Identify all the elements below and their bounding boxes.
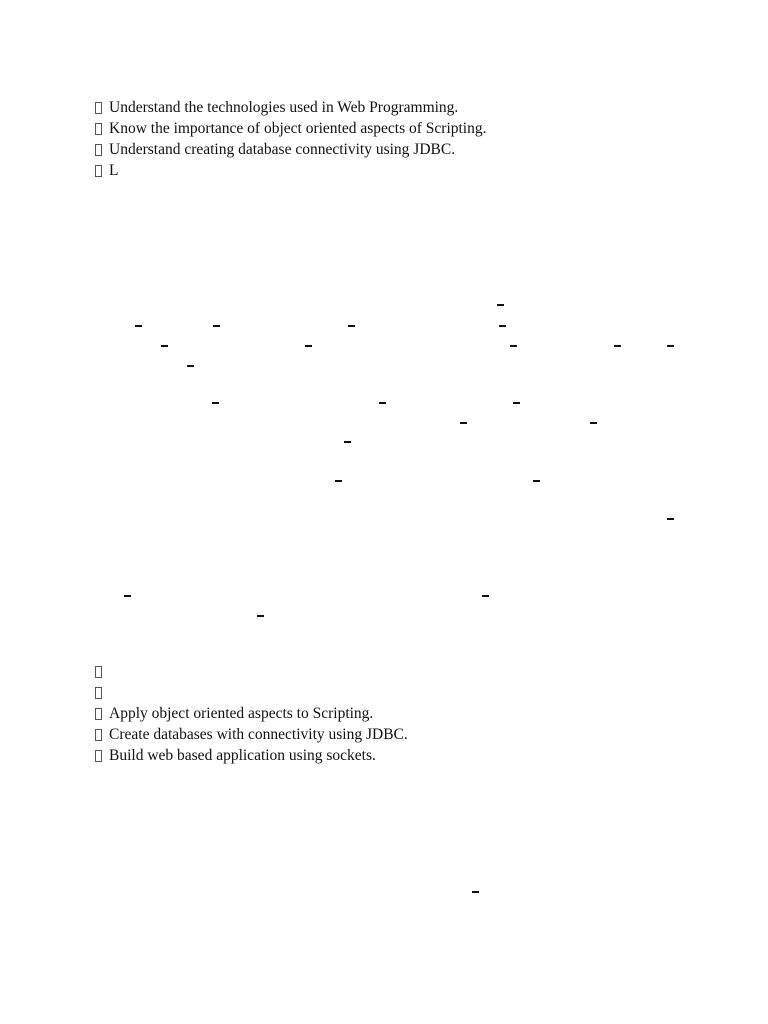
missing-glyph-icon bbox=[95, 729, 102, 741]
dash-mark bbox=[667, 345, 674, 347]
outcome-item bbox=[95, 725, 408, 745]
dash-mark bbox=[513, 402, 520, 404]
objective-text: Know the importance of object oriented aspects of Scripting. bbox=[109, 120, 487, 137]
dash-mark bbox=[335, 480, 342, 482]
dash-mark bbox=[212, 402, 219, 404]
missing-glyph-icon bbox=[95, 165, 102, 177]
objective-item bbox=[95, 140, 455, 160]
missing-glyph-icon bbox=[95, 708, 102, 720]
outcome-item bbox=[95, 662, 109, 682]
missing-glyph-icon bbox=[95, 123, 102, 135]
dash-mark bbox=[497, 304, 504, 306]
dash-mark bbox=[257, 615, 264, 617]
objective-item bbox=[95, 161, 118, 181]
dash-mark bbox=[482, 595, 489, 597]
dash-mark bbox=[213, 325, 220, 327]
missing-glyph-icon bbox=[95, 102, 102, 114]
outcome-text: Create databases with connectivity using JDBC. bbox=[109, 726, 408, 743]
dash-mark bbox=[614, 345, 621, 347]
missing-glyph-icon bbox=[95, 666, 102, 678]
dash-mark bbox=[379, 402, 386, 404]
dash-mark bbox=[187, 365, 194, 367]
outcome-text: Apply object oriented aspects to Scripting. bbox=[109, 705, 374, 722]
dash-mark bbox=[135, 325, 142, 327]
dash-mark bbox=[305, 345, 312, 347]
dash-mark bbox=[348, 325, 355, 327]
objective-text: L bbox=[109, 162, 119, 179]
objective-item bbox=[95, 98, 458, 118]
dash-mark bbox=[344, 441, 351, 443]
dash-mark bbox=[667, 518, 674, 520]
dash-mark bbox=[510, 345, 517, 347]
dash-mark bbox=[533, 480, 540, 482]
missing-glyph-icon bbox=[95, 144, 102, 156]
dash-mark bbox=[124, 595, 131, 597]
outcome-item bbox=[95, 746, 376, 766]
dash-mark bbox=[472, 891, 479, 893]
dash-mark bbox=[460, 422, 467, 424]
outcome-item bbox=[95, 683, 109, 703]
dash-mark bbox=[161, 345, 168, 347]
missing-glyph-icon bbox=[95, 687, 102, 699]
dash-mark bbox=[590, 422, 597, 424]
objective-text: Understand the technologies used in Web Programming. bbox=[109, 99, 459, 116]
missing-glyph-icon bbox=[95, 750, 102, 762]
outcome-text: Build web based application using sockets. bbox=[109, 747, 376, 764]
objective-item bbox=[95, 119, 487, 139]
dash-mark bbox=[499, 325, 506, 327]
outcome-item bbox=[95, 704, 373, 724]
objective-text: Understand creating database connectivity using JDBC. bbox=[109, 141, 456, 158]
